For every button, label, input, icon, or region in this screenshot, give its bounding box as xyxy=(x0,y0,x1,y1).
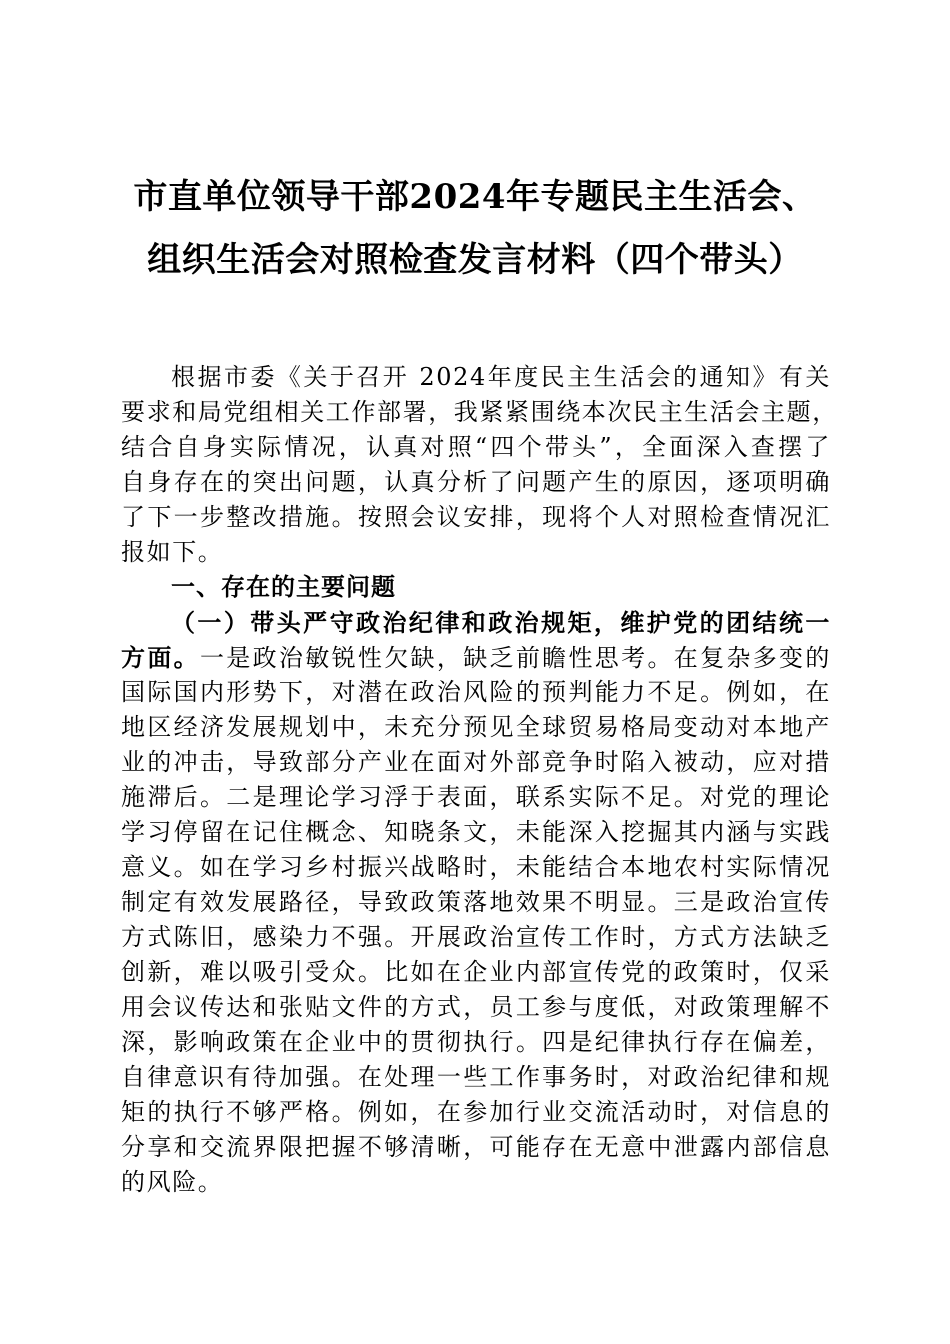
intro-line: 了下一步整改措施。按照会议安排，现将个人对照检查情况汇 xyxy=(121,503,831,531)
intro-line: 自身存在的突出问题，认真分析了问题产生的原因，逐项明确 xyxy=(121,468,831,496)
subsection-line: 制定有效发展路径，导致政策落地效果不明显。三是政治宣传 xyxy=(121,888,831,916)
subsection-line: 方式陈旧，感染力不强。开展政治宣传工作时，方式方法缺乏 xyxy=(121,923,831,951)
subsection-line: 自律意识有待加强。在处理一些工作事务时，对政治纪律和规 xyxy=(121,1063,831,1091)
subsection-line: 国际国内形势下，对潜在政治风险的预判能力不足。例如，在 xyxy=(121,678,831,706)
intro-paragraph xyxy=(121,360,838,570)
subsection-line: 的风险。 xyxy=(121,1168,224,1196)
subsection-line: 深，影响政策在企业中的贯彻执行。四是纪律执行存在偏差， xyxy=(121,1028,831,1056)
subsection-line: 业的冲击，导致部分产业在面对外部竞争时陷入被动，应对措 xyxy=(121,748,831,776)
subsection-line: 创新，难以吸引受众。比如在企业内部宣传党的政策时，仅采 xyxy=(121,958,831,986)
intro-line: 要求和局党组相关工作部署，我紧紧围绕本次民主生活会主题， xyxy=(121,398,838,426)
subsection-line: 矩的执行不够严格。例如，在参加行业交流活动时，对信息的 xyxy=(121,1098,831,1126)
subsection-text: 一是政治敏锐性欠缺，缺乏前瞻性思考。在复杂多变的 xyxy=(199,644,831,672)
intro-line: 结合自身实际情况，认真对照“四个带头”，全面深入查摆了 xyxy=(121,433,831,461)
subsection-line: 地区经济发展规划中，未充分预见全球贸易格局变动对本地产 xyxy=(121,713,831,741)
document-title xyxy=(100,166,850,292)
subsection-paragraph xyxy=(121,605,831,1200)
subsection-line: 学习停留在记住概念、知晓条文，未能深入挖掘其内涵与实践 xyxy=(121,818,831,846)
subsection-heading-end: 方面。 xyxy=(121,643,200,672)
document-body xyxy=(121,360,838,1200)
intro-line: 报如下。 xyxy=(121,538,224,566)
subsection-line: 施滞后。二是理论学习浮于表面，联系实际不足。对党的理论 xyxy=(121,783,831,811)
intro-line: 根据市委《关于召开 2024年度民主生活会的通知》有关 xyxy=(171,363,831,391)
section-heading: 一、存在的主要问题 xyxy=(171,573,396,601)
title-line-2: 组织生活会对照检查发言材料（四个带头） xyxy=(147,240,803,280)
title-line-1: 市直单位领导干部2024年专题民主生活会、 xyxy=(133,177,817,217)
subsection-line: 意义。如在学习乡村振兴战略时，未能结合本地农村实际情况 xyxy=(121,853,831,881)
subsection-line: 用会议传达和张贴文件的方式，员工参与度低，对政策理解不 xyxy=(121,993,831,1021)
subsection-line xyxy=(121,640,831,675)
subsection-line: 分享和交流界限把握不够清晰，可能存在无意中泄露内部信息 xyxy=(121,1133,831,1161)
subsection-heading: （一）带头严守政治纪律和政治规矩，维护党的团结统一 xyxy=(171,608,831,637)
